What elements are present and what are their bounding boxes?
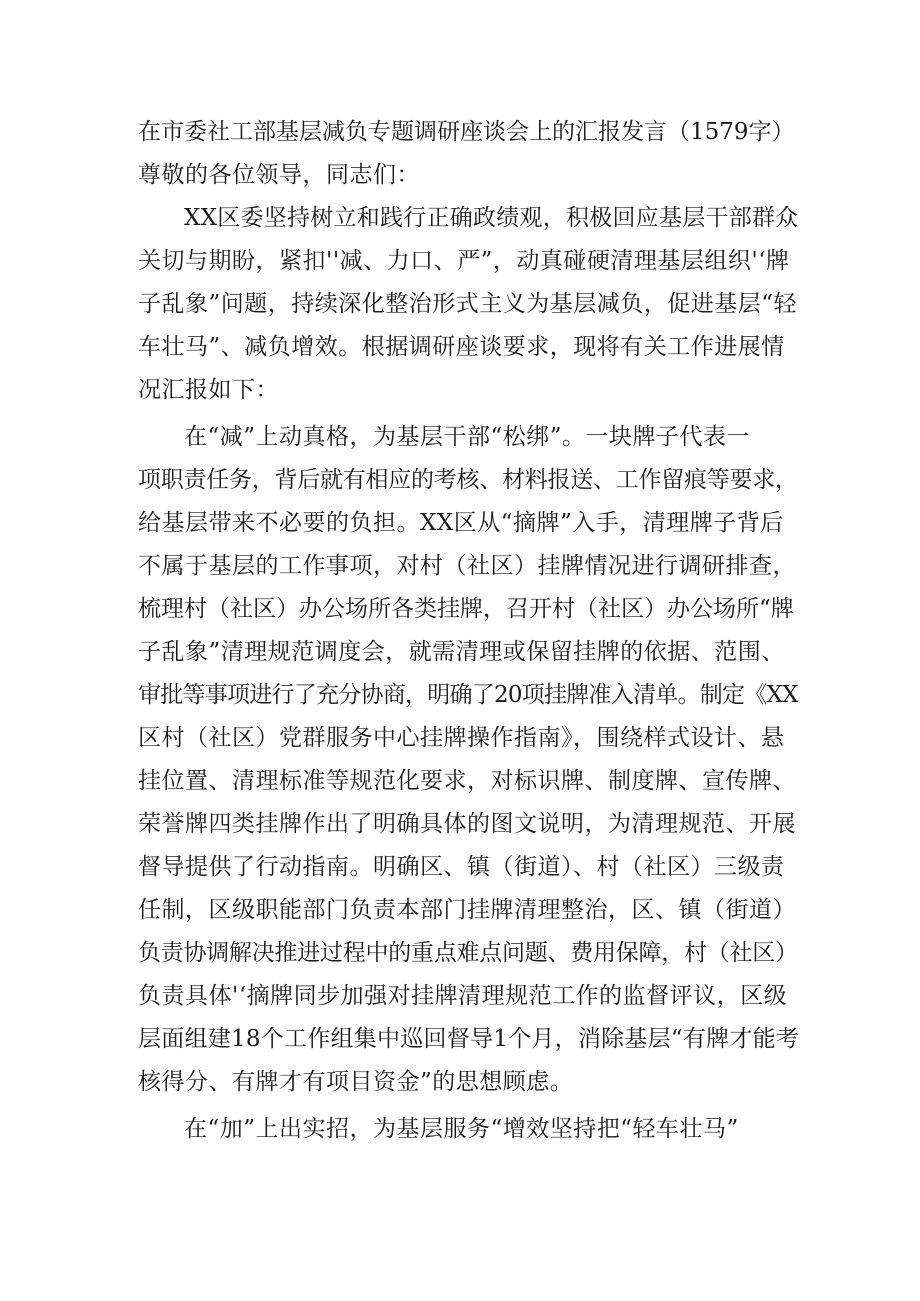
- paragraph-1-line-1: XX区委坚持树立和践行正确政绩观，积极回应基层干部群众: [184, 205, 799, 231]
- paragraph-1-line-3: 子乱象”问题，持续深化整治形式主义为基层减负，促进基层“轻: [138, 291, 798, 317]
- paragraph-2-line-8: 区村（社区）党群服务中心挂牌操作指南》，围绕样式设计、悬: [138, 725, 785, 751]
- document-title: 在市委社工部基层减负专题调研座谈会上的汇报发言（1579字）: [138, 119, 795, 145]
- paragraph-2-line-5: 梳理村（社区）办公场所各类挂牌，召开村（社区）办公场所“牌: [138, 596, 794, 622]
- paragraph-2-line-9: 挂位置、清理标准等规范化要求，对标识牌、制度牌、宣传牌、: [138, 768, 796, 794]
- paragraph-2-line-11: 督导提供了行动指南。明确区、镇（街道）、村（社区）三级责: [138, 854, 785, 880]
- paragraph-2-line-16: 核得分、有牌才有项目资金”的思想顾虑。: [138, 1069, 574, 1095]
- salutation: 尊敬的各位领导，同志们：: [138, 162, 420, 188]
- paragraph-2-line-12: 任制，区级职能部门负责本部门挂牌清理整治，区、镇（街道）: [138, 897, 796, 923]
- paragraph-3-line-1: 在“加”上出实招，为基层服务“增效坚持把“轻车壮马”: [184, 1116, 739, 1142]
- paragraph-2-line-2: 项职责任务，背后就有相应的考核、材料报送、工作留痕等要求，: [138, 467, 798, 493]
- paragraph-2-line-14: 负责具体'‘摘牌同步加强对挂牌清理规范工作的监督评议，区级: [138, 983, 788, 1009]
- paragraph-1-line-5: 况汇报如下：: [138, 377, 279, 403]
- paragraph-2-line-10: 荣誉牌四类挂牌作出了明确具体的图文说明，为清理规范、开展: [138, 811, 796, 837]
- paragraph-2-line-4: 不属于基层的工作事项，对村（社区）挂牌情况进行调研排查，: [138, 553, 796, 579]
- paragraph-2-line-7: 审批等事项进行了充分协商，明确了20项挂牌准入清单。制定《XX: [138, 682, 798, 708]
- paragraph-1-line-2: 关切与期盼，紧扣''减、力口、严”，动真碰硬清理基层组织'‘牌: [138, 248, 790, 274]
- paragraph-2-line-1: 在“减”上动真格，为基层干部“松绑”。一块牌子代表一: [184, 424, 751, 450]
- paragraph-2-line-6: 子乱象”清理规范调度会，就需清理或保留挂牌的依据、范围、: [138, 639, 785, 665]
- paragraph-2-line-15: 层面组建18个工作组集中巡回督导1个月，消除基层“有牌才能考: [138, 1026, 800, 1052]
- paragraph-2-line-3: 给基层带来不必要的负担。XX区从“摘牌”入手，清理牌子背后: [138, 510, 784, 536]
- paragraph-2-line-13: 负责协调解决推进过程中的重点难点问题、费用保障，村（社区）: [138, 940, 798, 966]
- paragraph-1-line-4: 车壮马”、减负增效。根据调研座谈要求，现将有关工作进展情: [138, 334, 785, 360]
